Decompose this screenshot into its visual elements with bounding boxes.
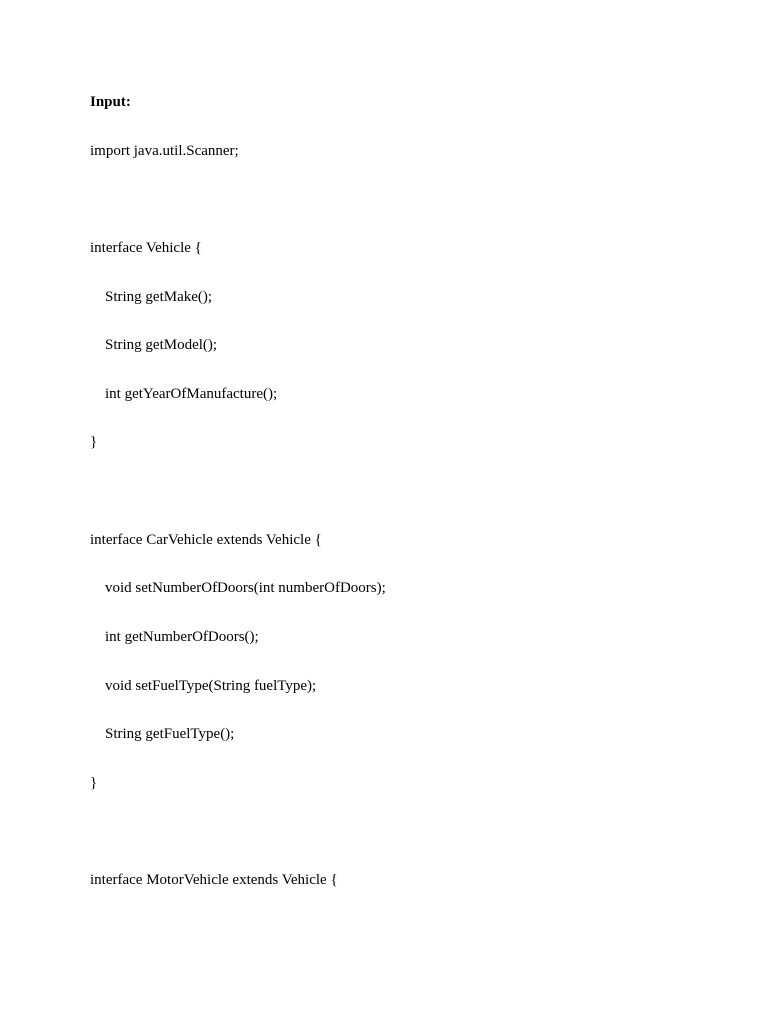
code-line-get-make: String getMake(); xyxy=(105,289,213,305)
code-line-set-doors: void setNumberOfDoors(int numberOfDoors); xyxy=(105,580,386,596)
code-line-close-brace: } xyxy=(90,775,98,791)
code-line-get-fuel: String getFuelType(); xyxy=(105,726,235,742)
code-line-interface-motorvehicle: interface MotorVehicle extends Vehicle { xyxy=(90,872,338,888)
input-heading: Input: xyxy=(90,94,131,110)
code-line-get-doors: int getNumberOfDoors(); xyxy=(105,629,259,645)
code-line-close-brace: } xyxy=(90,434,98,450)
code-line-import: import java.util.Scanner; xyxy=(90,143,239,159)
code-line-get-year: int getYearOfManufacture(); xyxy=(105,386,278,402)
code-line-set-fuel: void setFuelType(String fuelType); xyxy=(105,678,317,694)
code-line-interface-vehicle: interface Vehicle { xyxy=(90,240,202,256)
code-line-interface-carvehicle: interface CarVehicle extends Vehicle { xyxy=(90,532,322,548)
code-line-get-model: String getModel(); xyxy=(105,337,218,353)
